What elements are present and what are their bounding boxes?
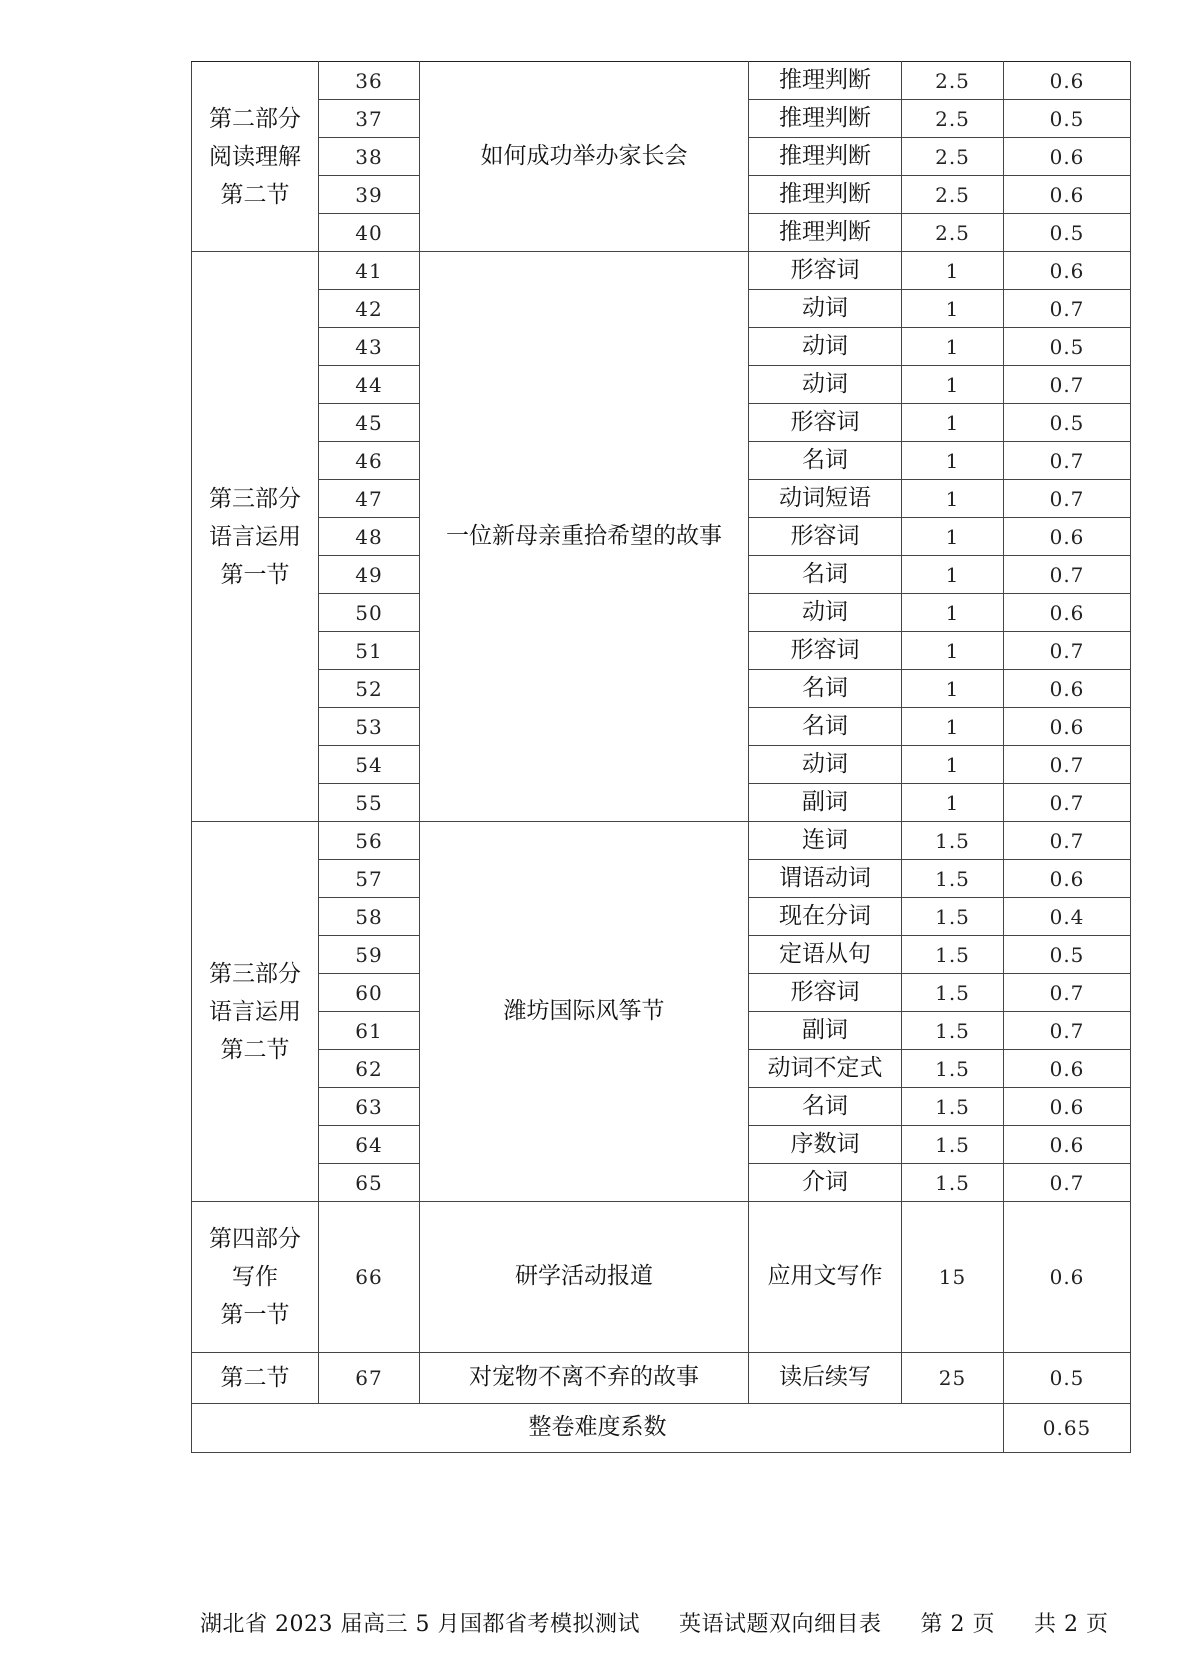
- part-line: 第一节: [220, 1302, 290, 1328]
- question-type-cell: 推理判断: [749, 214, 902, 252]
- question-number-cell: 48: [319, 518, 420, 556]
- table-row-total: [192, 1404, 1131, 1453]
- question-type-cell: 应用文写作: [749, 1202, 902, 1353]
- part-line: 第三部分: [209, 485, 301, 512]
- score-cell: 2.5: [902, 176, 1004, 214]
- question-number-cell: 56: [319, 822, 420, 860]
- question-number-cell: 54: [319, 746, 420, 784]
- difficulty-cell: 0.7: [1004, 366, 1131, 404]
- difficulty-cell: 0.5: [1004, 100, 1131, 138]
- score-cell: 25: [902, 1353, 1004, 1404]
- part-line: 第四部分: [209, 1226, 301, 1252]
- question-number-cell: 63: [319, 1088, 420, 1126]
- score-cell: 1: [902, 518, 1004, 556]
- table-row: [192, 822, 1131, 860]
- score-cell: 1.5: [902, 860, 1004, 898]
- score-cell: 1: [902, 290, 1004, 328]
- difficulty-cell: 0.6: [1004, 1050, 1131, 1088]
- part-line: 写作: [232, 1264, 278, 1290]
- score-cell: 1: [902, 366, 1004, 404]
- score-cell: 1.5: [902, 822, 1004, 860]
- topic-cell: 一位新母亲重拾希望的故事: [420, 252, 749, 822]
- part-line: 语言运用: [209, 998, 301, 1025]
- score-cell: 1.5: [902, 1088, 1004, 1126]
- question-type-cell: 动词: [749, 746, 902, 784]
- difficulty-cell: 0.7: [1004, 290, 1131, 328]
- part-line: 语言运用: [209, 523, 301, 550]
- footer-subject: 英语试题双向细目表: [678, 1612, 882, 1637]
- question-type-cell: 动词: [749, 328, 902, 366]
- question-number-cell: 53: [319, 708, 420, 746]
- total-value-cell: 0.65: [1004, 1404, 1131, 1453]
- difficulty-cell: 0.7: [1004, 480, 1131, 518]
- question-type-cell: 副词: [749, 1012, 902, 1050]
- score-cell: 1.5: [902, 974, 1004, 1012]
- footer-exam-title: 湖北省 2023 届高三 5 月国都省考模拟测试: [200, 1612, 640, 1637]
- score-cell: 1: [902, 670, 1004, 708]
- score-cell: 1.5: [902, 898, 1004, 936]
- question-number-cell: 59: [319, 936, 420, 974]
- question-type-cell: 推理判断: [749, 176, 902, 214]
- question-type-cell: 现在分词: [749, 898, 902, 936]
- score-cell: 2.5: [902, 100, 1004, 138]
- question-number-cell: 67: [319, 1353, 420, 1404]
- question-number-cell: 62: [319, 1050, 420, 1088]
- score-cell: 1: [902, 784, 1004, 822]
- part-line: 阅读理解: [209, 143, 301, 170]
- question-type-cell: 形容词: [749, 974, 902, 1012]
- question-number-cell: 50: [319, 594, 420, 632]
- score-cell: 1: [902, 746, 1004, 784]
- part-line: 第二部分: [209, 105, 301, 132]
- question-type-cell: 定语从句: [749, 936, 902, 974]
- part-cell: [192, 252, 319, 822]
- topic-cell: 对宠物不离不弃的故事: [420, 1353, 749, 1404]
- topic-cell: 研学活动报道: [420, 1202, 749, 1353]
- difficulty-cell: 0.6: [1004, 708, 1131, 746]
- question-type-cell: 副词: [749, 784, 902, 822]
- footer-page-number: 第 2 页: [920, 1612, 995, 1637]
- question-number-cell: 40: [319, 214, 420, 252]
- question-type-cell: 形容词: [749, 632, 902, 670]
- question-number-cell: 65: [319, 1164, 420, 1202]
- table-row-continuation: [192, 1353, 1131, 1404]
- topic-cell: 潍坊国际风筝节: [420, 822, 749, 1202]
- difficulty-cell: 0.6: [1004, 670, 1131, 708]
- difficulty-cell: 0.7: [1004, 556, 1131, 594]
- question-number-cell: 42: [319, 290, 420, 328]
- question-type-cell: 介词: [749, 1164, 902, 1202]
- difficulty-cell: 0.4: [1004, 898, 1131, 936]
- part-line: 第二节: [220, 181, 290, 208]
- question-type-cell: 推理判断: [749, 138, 902, 176]
- difficulty-cell: 0.7: [1004, 784, 1131, 822]
- question-type-cell: 名词: [749, 670, 902, 708]
- question-type-cell: 名词: [749, 1088, 902, 1126]
- score-cell: 2.5: [902, 214, 1004, 252]
- question-type-cell: 名词: [749, 442, 902, 480]
- score-cell: 1.5: [902, 1012, 1004, 1050]
- question-type-cell: 形容词: [749, 404, 902, 442]
- score-cell: 1: [902, 480, 1004, 518]
- total-label-cell: 整卷难度系数: [192, 1404, 1004, 1453]
- question-number-cell: 58: [319, 898, 420, 936]
- question-number-cell: 66: [319, 1202, 420, 1353]
- question-number-cell: 57: [319, 860, 420, 898]
- score-cell: 2.5: [902, 62, 1004, 100]
- score-cell: 15: [902, 1202, 1004, 1353]
- difficulty-cell: 0.6: [1004, 252, 1131, 290]
- score-cell: 1.5: [902, 1050, 1004, 1088]
- table-row: [192, 252, 1131, 290]
- question-type-cell: 读后续写: [749, 1353, 902, 1404]
- difficulty-cell: 0.7: [1004, 442, 1131, 480]
- score-cell: 1.5: [902, 1164, 1004, 1202]
- question-number-cell: 55: [319, 784, 420, 822]
- question-type-cell: 名词: [749, 708, 902, 746]
- spec-table-body: [192, 62, 1131, 1453]
- score-cell: 1: [902, 556, 1004, 594]
- question-number-cell: 61: [319, 1012, 420, 1050]
- score-cell: 1: [902, 594, 1004, 632]
- question-number-cell: 36: [319, 62, 420, 100]
- question-number-cell: 60: [319, 974, 420, 1012]
- part-cell-writing: [192, 1202, 319, 1353]
- question-type-cell: 序数词: [749, 1126, 902, 1164]
- question-number-cell: 51: [319, 632, 420, 670]
- question-number-cell: 64: [319, 1126, 420, 1164]
- question-type-cell: 形容词: [749, 252, 902, 290]
- score-cell: 1: [902, 328, 1004, 366]
- difficulty-cell: 0.5: [1004, 214, 1131, 252]
- question-number-cell: 52: [319, 670, 420, 708]
- difficulty-cell: 0.7: [1004, 632, 1131, 670]
- question-type-cell: 动词: [749, 366, 902, 404]
- question-type-cell: 动词: [749, 594, 902, 632]
- score-cell: 1: [902, 404, 1004, 442]
- difficulty-cell: 0.6: [1004, 1202, 1131, 1353]
- footer-total-pages: 共 2 页: [1033, 1612, 1109, 1637]
- difficulty-cell: 0.7: [1004, 746, 1131, 784]
- question-number-cell: 47: [319, 480, 420, 518]
- question-number-cell: 45: [319, 404, 420, 442]
- question-type-cell: 推理判断: [749, 62, 902, 100]
- question-number-cell: 43: [319, 328, 420, 366]
- question-number-cell: 44: [319, 366, 420, 404]
- part-line: 第三部分: [209, 960, 301, 987]
- difficulty-cell: 0.6: [1004, 1088, 1131, 1126]
- difficulty-cell: 0.6: [1004, 176, 1131, 214]
- table-row: [192, 62, 1131, 100]
- difficulty-cell: 0.6: [1004, 594, 1131, 632]
- score-cell: 1: [902, 442, 1004, 480]
- difficulty-cell: 0.5: [1004, 328, 1131, 366]
- difficulty-cell: 0.5: [1004, 404, 1131, 442]
- difficulty-cell: 0.6: [1004, 138, 1131, 176]
- part-cell: [192, 822, 319, 1202]
- spec-table: [191, 61, 1131, 1453]
- score-cell: 1: [902, 632, 1004, 670]
- part-cell-continuation: 第二节: [192, 1353, 319, 1404]
- difficulty-cell: 0.7: [1004, 1164, 1131, 1202]
- question-number-cell: 39: [319, 176, 420, 214]
- score-cell: 1: [902, 708, 1004, 746]
- difficulty-cell: 0.7: [1004, 1012, 1131, 1050]
- question-number-cell: 49: [319, 556, 420, 594]
- question-type-cell: 连词: [749, 822, 902, 860]
- difficulty-cell: 0.6: [1004, 518, 1131, 556]
- question-number-cell: 38: [319, 138, 420, 176]
- question-type-cell: 动词: [749, 290, 902, 328]
- difficulty-cell: 0.5: [1004, 936, 1131, 974]
- question-number-cell: 46: [319, 442, 420, 480]
- question-type-cell: 名词: [749, 556, 902, 594]
- page-footer: [200, 1607, 1130, 1638]
- question-number-cell: 37: [319, 100, 420, 138]
- difficulty-cell: 0.6: [1004, 1126, 1131, 1164]
- question-type-cell: 动词不定式: [749, 1050, 902, 1088]
- question-type-cell: 谓语动词: [749, 860, 902, 898]
- table-row-writing: [192, 1202, 1131, 1353]
- question-number-cell: 41: [319, 252, 420, 290]
- question-type-cell: 推理判断: [749, 100, 902, 138]
- score-cell: 1.5: [902, 936, 1004, 974]
- difficulty-cell: 0.6: [1004, 860, 1131, 898]
- difficulty-cell: 0.7: [1004, 974, 1131, 1012]
- score-cell: 2.5: [902, 138, 1004, 176]
- part-line: 第一节: [220, 561, 290, 588]
- topic-cell: 如何成功举办家长会: [420, 62, 749, 252]
- difficulty-cell: 0.6: [1004, 62, 1131, 100]
- part-line: 第二节: [220, 1036, 290, 1063]
- score-cell: 1: [902, 252, 1004, 290]
- question-type-cell: 动词短语: [749, 480, 902, 518]
- score-cell: 1.5: [902, 1126, 1004, 1164]
- question-type-cell: 形容词: [749, 518, 902, 556]
- difficulty-cell: 0.5: [1004, 1353, 1131, 1404]
- part-cell: [192, 62, 319, 252]
- difficulty-cell: 0.7: [1004, 822, 1131, 860]
